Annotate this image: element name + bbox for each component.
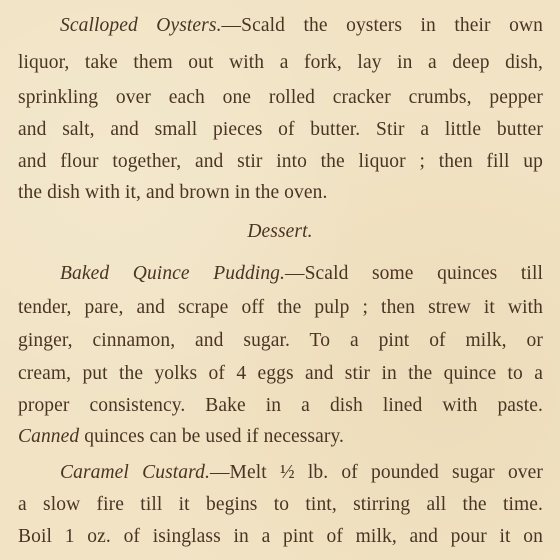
- recipe-line: tender, pare, and scrape off the pulp ; then strew it with: [18, 297, 543, 318]
- recipe-line: liquor, take them out with a fork, lay in a deep dish,: [18, 52, 543, 73]
- recipe-line: [60, 463, 543, 483]
- recipe-line: and salt, and small pieces of butter. Stir a little butter: [18, 119, 543, 140]
- em-dash: —: [285, 263, 305, 284]
- recipe-line: [60, 16, 543, 36]
- recipe-line: and flour together, and stir into the liquor ; then fill up: [18, 151, 543, 172]
- recipe-title: Caramel Custard.: [60, 462, 210, 483]
- recipe-line: Boil 1 oz. of isinglass in a pint of milk, and pour it on: [18, 526, 543, 547]
- em-dash: —: [209, 462, 230, 483]
- recipe-line: ginger, cinnamon, and sugar. To a pint of milk, or: [18, 330, 543, 351]
- em-dash: —: [221, 15, 242, 36]
- recipe-line: proper consistency. Bake in a dish lined with paste.: [18, 395, 543, 416]
- recipe-text: Melt ½ lb. of pounded sugar over: [229, 462, 543, 483]
- recipe-line: Canned quinces can be used if necessary.: [18, 426, 345, 447]
- recipe-text: Scald the oysters in their own: [241, 15, 543, 36]
- recipe-line: the dish with it, and brown in the oven.: [18, 182, 328, 203]
- recipe-title: Baked Quince Pudding.: [60, 263, 285, 284]
- recipe-line: sprinkling over each one rolled cracker crumbs, pepper: [18, 87, 543, 108]
- recipe-line: [60, 264, 543, 284]
- italic-word: Canned: [18, 426, 80, 447]
- section-heading: Dessert.: [247, 221, 313, 242]
- recipe-line: cream, put the yolks of 4 eggs and stir in the quince to a: [18, 363, 543, 384]
- recipe-line: a slow fire till it begins to tint, stirring all the time.: [18, 494, 543, 515]
- recipe-text: Scald some quinces till: [304, 263, 543, 284]
- recipe-title: Scalloped Oysters.: [60, 15, 222, 36]
